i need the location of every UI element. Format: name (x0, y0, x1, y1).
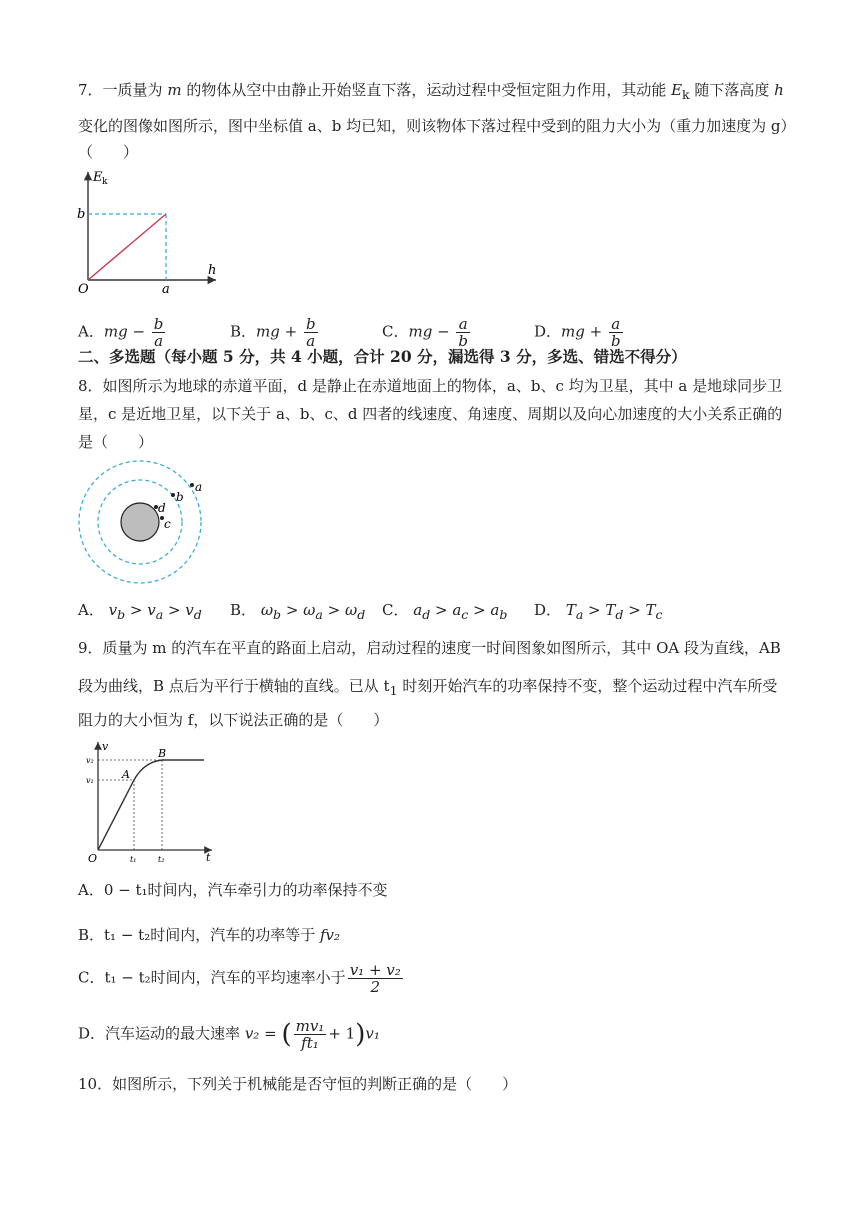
q9-v-label: v (102, 740, 109, 753)
section-2-header: 二、多选题（每小题 5 分，共 4 小题，合计 20 分，漏选得 3 分，多选、错选不得分） (78, 347, 687, 366)
q7-b-label: b (77, 207, 86, 222)
q8-line3: 是（ ） (78, 433, 154, 451)
q7-y-label: E (93, 170, 103, 185)
q10-line1: 10．如图所示，下列关于机械能是否守恒的判断正确的是（ ） (78, 1075, 518, 1093)
q8-line1: 8．如图所示为地球的赤道平面，d 是静止在赤道地面上的物体，a、b、c 均为卫星，其中 a 是地球同步卫 (78, 377, 783, 395)
q9-t2-label: t₂ (158, 855, 165, 864)
q8-label-d: d (158, 501, 166, 515)
q7-option-a[interactable]: A．mg − $\frac{b}{a}$ (78, 315, 164, 350)
q8-orbit-diagram (76, 458, 206, 588)
q8-line2: 星，c 是近地卫星，以下关于 a、b、c、d 四者的线速度、角速度、周期以及向心加速度的大小关系正确的 (78, 405, 783, 423)
q9-v1-label: v₁ (86, 776, 94, 785)
q8-point-b (171, 493, 175, 497)
q9-t-label: t (206, 851, 211, 864)
q8-label-b: b (176, 490, 184, 504)
q8-option-c[interactable]: C． $a_d > a_c > a_b$ (382, 601, 508, 622)
q7-line2: 变化的图像如图所示，图中坐标值 a、b 均已知，则该物体下落过程中受到的阻力大小为（重力加速度为 g） (78, 117, 796, 135)
q9-option-d[interactable]: D．汽车运动的最大速率 v₂ = ( $\frac{\text{mv₁}}{\text{ft₁}}$ + 1)v₁ (78, 1017, 380, 1052)
q9-v2-label: v₂ (86, 756, 94, 765)
q7-y-sub: k (102, 177, 108, 187)
q8-option-b[interactable]: B． $\omega_b > \omega_a > \omega_d$ (230, 601, 366, 622)
q9-option-a[interactable]: A．0 − t₁时间内，汽车牵引力的功率保持不变 (78, 881, 388, 899)
q7-paren: （ ） (78, 143, 139, 161)
q7-option-b[interactable]: B．mg + $\frac{b}{a}$ (230, 315, 316, 350)
q9-t1-label: t₁ (130, 855, 137, 864)
q8-point-a (190, 483, 194, 487)
q7-option-d[interactable]: D．mg + $\frac{a}{b}$ (534, 315, 621, 350)
q8-label-a: a (195, 480, 203, 494)
q8-option-a[interactable]: A． $v_b > v_a > v_d$ (78, 601, 202, 622)
q7-origin: O (78, 282, 89, 297)
q8-options (78, 600, 778, 622)
q9-point-b: B (158, 747, 167, 760)
q9-point-a: A (122, 768, 130, 781)
q7-options (78, 304, 678, 350)
q9-option-c[interactable]: C．t₁ − t₂时间内，汽车的平均速率小于 $\frac{\text{v₁ + v₂}}{2}$ (78, 961, 401, 996)
q9-line3: 阻力的大小恒为 f，以下说法正确的是（ ） (78, 711, 389, 729)
q8-option-d[interactable]: D． $T_a > T_d > T_c$ (534, 601, 663, 622)
q7-graph (74, 168, 224, 298)
q9-option-b[interactable]: B．t₁ − t₂时间内，汽车的功率等于 fv₂ (78, 926, 341, 944)
q9-origin: O (88, 852, 98, 865)
q7-line (88, 214, 166, 280)
q8-label-c: c (164, 517, 171, 531)
q8-earth (121, 503, 159, 541)
q9-line2: 段为曲线，B 点后为平行于横轴的直线。已从 $t_1$ 时刻开始汽车的功率保持不变，整个运动过程中汽车所受 (78, 677, 778, 698)
q9-curve (98, 760, 204, 850)
q7-a-label: a (162, 282, 170, 297)
q9-vt-graph (86, 738, 216, 868)
q7-line1: 7．一质量为 m 的物体从空中由静止开始竖直下落，运动过程中受恒定阻力作用，其动能 $E_k$ 随下落高度 h (78, 81, 784, 102)
q9-line1: 9．质量为 m 的汽车在平直的路面上启动，启动过程的速度一时间图象如图所示，其中 OA 段为直线，AB (78, 639, 781, 657)
q7-x-label: h (208, 263, 217, 278)
q7-option-c[interactable]: C．mg − $\frac{a}{b}$ (382, 315, 469, 350)
